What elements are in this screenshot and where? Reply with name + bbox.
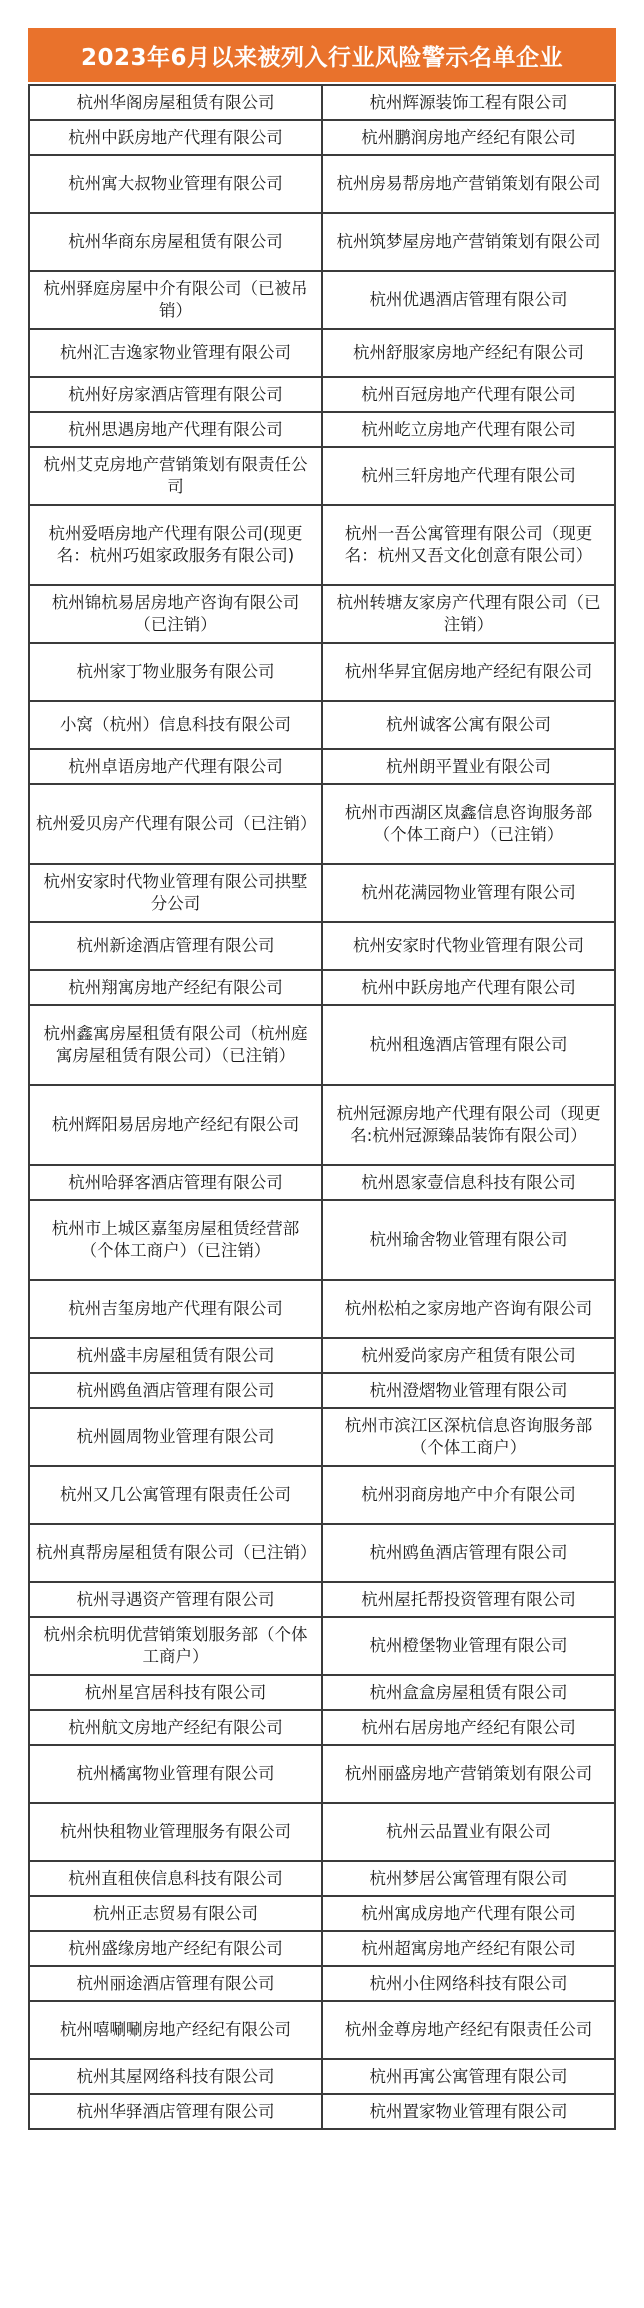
- company-cell-right: 杭州中跃房地产代理有限公司: [323, 971, 616, 1006]
- company-cell-left: 杭州华阁房屋租赁有限公司: [30, 86, 323, 121]
- company-cell-left: 杭州寓大叔物业管理有限公司: [30, 156, 323, 214]
- company-cell-right: 杭州辉源装饰工程有限公司: [323, 86, 616, 121]
- company-cell-left: 杭州新途酒店管理有限公司: [30, 923, 323, 971]
- table-row: [30, 923, 616, 971]
- table-row: [30, 506, 616, 586]
- company-cell-right: 杭州房易帮房地产营销策划有限公司: [323, 156, 616, 214]
- table-row: [30, 330, 616, 378]
- company-cell-left: 杭州航文房地产经纪有限公司: [30, 1711, 323, 1746]
- company-cell-right: 杭州金尊房地产经纪有限责任公司: [323, 2002, 616, 2060]
- table-row: [30, 214, 616, 272]
- table-row: [30, 1583, 616, 1618]
- company-cell-right: 杭州一吾公寓管理有限公司（现更名：杭州又吾文化创意有限公司）: [323, 506, 616, 586]
- company-cell-left: 杭州余杭明优营销策划服务部（个体工商户）: [30, 1618, 323, 1676]
- company-cell-left: 杭州思遇房地产代理有限公司: [30, 413, 323, 448]
- company-table: [28, 84, 616, 2130]
- company-cell-right: 杭州屋托帮投资管理有限公司: [323, 1583, 616, 1618]
- table-row: [30, 272, 616, 330]
- company-cell-left: 杭州盛缘房地产经纪有限公司: [30, 1932, 323, 1967]
- table-row: [30, 1525, 616, 1583]
- table-row: [30, 1467, 616, 1525]
- company-cell-right: 杭州安家时代物业管理有限公司: [323, 923, 616, 971]
- table-row: [30, 1201, 616, 1281]
- table-row: [30, 644, 616, 702]
- company-cell-left: 杭州锦杭易居房地产咨询有限公司（已注销）: [30, 586, 323, 644]
- table-row: [30, 1166, 616, 1201]
- company-cell-left: 杭州华商东房屋租赁有限公司: [30, 214, 323, 272]
- company-cell-right: 杭州租逸酒店管理有限公司: [323, 1006, 616, 1086]
- company-cell-left: 杭州橘寓物业管理有限公司: [30, 1746, 323, 1804]
- table-row: [30, 971, 616, 1006]
- company-cell-right: 杭州诚客公寓有限公司: [323, 702, 616, 750]
- company-cell-right: 杭州橙堡物业管理有限公司: [323, 1618, 616, 1676]
- company-cell-right: 杭州爱尚家房产租赁有限公司: [323, 1339, 616, 1374]
- company-cell-left: 杭州哈驿客酒店管理有限公司: [30, 1166, 323, 1201]
- company-cell-right: 杭州澄熠物业管理有限公司: [323, 1374, 616, 1409]
- company-cell-left: 杭州盛丰房屋租赁有限公司: [30, 1339, 323, 1374]
- table-row: [30, 1618, 616, 1676]
- company-table-body: [30, 86, 616, 2130]
- company-cell-left: 杭州真帮房屋租赁有限公司（已注销）: [30, 1525, 323, 1583]
- company-cell-left: 杭州其屋网络科技有限公司: [30, 2060, 323, 2095]
- company-cell-right: 杭州云品置业有限公司: [323, 1804, 616, 1862]
- company-cell-left: 杭州翔寓房地产经纪有限公司: [30, 971, 323, 1006]
- table-row: [30, 1711, 616, 1746]
- table-row: [30, 1967, 616, 2002]
- company-cell-right: 杭州再寓公寓管理有限公司: [323, 2060, 616, 2095]
- company-cell-left: 杭州艾克房地产营销策划有限责任公司: [30, 448, 323, 506]
- company-cell-right: 杭州寓成房地产代理有限公司: [323, 1897, 616, 1932]
- company-cell-right: 杭州屹立房地产代理有限公司: [323, 413, 616, 448]
- table-row: [30, 413, 616, 448]
- table-row: [30, 1804, 616, 1862]
- company-cell-left: 杭州鑫寓房屋租赁有限公司（杭州庭寓房屋租赁有限公司）（已注销）: [30, 1006, 323, 1086]
- company-cell-right: 杭州鹏润房地产经纪有限公司: [323, 121, 616, 156]
- company-cell-right: 杭州华昇宜倨房地产经纪有限公司: [323, 644, 616, 702]
- table-row: [30, 1409, 616, 1467]
- company-cell-right: 杭州朗平置业有限公司: [323, 750, 616, 785]
- company-cell-left: 杭州快租物业管理服务有限公司: [30, 1804, 323, 1862]
- company-cell-right: 杭州丽盛房地产营销策划有限公司: [323, 1746, 616, 1804]
- company-cell-left: 杭州中跃房地产代理有限公司: [30, 121, 323, 156]
- company-cell-right: 杭州市滨江区深杭信息咨询服务部（个体工商户）: [323, 1409, 616, 1467]
- company-cell-right: 杭州三轩房地产代理有限公司: [323, 448, 616, 506]
- table-row: [30, 1932, 616, 1967]
- table-row: [30, 785, 616, 865]
- table-row: [30, 2002, 616, 2060]
- company-cell-right: 杭州筑梦屋房地产营销策划有限公司: [323, 214, 616, 272]
- company-cell-right: 杭州恩家壹信息科技有限公司: [323, 1166, 616, 1201]
- company-cell-right: 杭州鸥鱼酒店管理有限公司: [323, 1525, 616, 1583]
- company-cell-left: 杭州爱唔房地产代理有限公司(现更名：杭州巧姐家政服务有限公司): [30, 506, 323, 586]
- company-cell-left: 杭州安家时代物业管理有限公司拱墅分公司: [30, 865, 323, 923]
- company-cell-left: 杭州驿庭房屋中介有限公司（已被吊销）: [30, 272, 323, 330]
- table-row: [30, 1281, 616, 1339]
- table-row: [30, 1897, 616, 1932]
- company-cell-left: 杭州直租侠信息科技有限公司: [30, 1862, 323, 1897]
- company-cell-left: 杭州正志贸易有限公司: [30, 1897, 323, 1932]
- table-row: [30, 1862, 616, 1897]
- table-row: [30, 1676, 616, 1711]
- company-cell-left: 杭州家丁物业服务有限公司: [30, 644, 323, 702]
- table-row: [30, 2095, 616, 2130]
- company-cell-left: 杭州华驿酒店管理有限公司: [30, 2095, 323, 2130]
- company-cell-left: 小窝（杭州）信息科技有限公司: [30, 702, 323, 750]
- company-cell-left: 杭州圆周物业管理有限公司: [30, 1409, 323, 1467]
- table-row: [30, 586, 616, 644]
- title-banner: [28, 28, 616, 82]
- company-cell-right: 杭州梦居公寓管理有限公司: [323, 1862, 616, 1897]
- company-cell-left: 杭州寻遇资产管理有限公司: [30, 1583, 323, 1618]
- company-cell-right: 杭州百冠房地产代理有限公司: [323, 378, 616, 413]
- table-row: [30, 1374, 616, 1409]
- company-cell-left: 杭州鸥鱼酒店管理有限公司: [30, 1374, 323, 1409]
- table-row: [30, 121, 616, 156]
- company-cell-right: 杭州花满园物业管理有限公司: [323, 865, 616, 923]
- company-cell-right: 杭州松柏之家房地产咨询有限公司: [323, 1281, 616, 1339]
- company-cell-left: 杭州卓语房地产代理有限公司: [30, 750, 323, 785]
- company-cell-right: 杭州羽商房地产中介有限公司: [323, 1467, 616, 1525]
- company-cell-right: 杭州小住网络科技有限公司: [323, 1967, 616, 2002]
- company-cell-left: 杭州辉阳易居房地产经纪有限公司: [30, 1086, 323, 1166]
- company-cell-left: 杭州又几公寓管理有限责任公司: [30, 1467, 323, 1525]
- table-row: [30, 702, 616, 750]
- table-row: [30, 750, 616, 785]
- table-row: [30, 1086, 616, 1166]
- company-cell-left: 杭州星宫居科技有限公司: [30, 1676, 323, 1711]
- company-cell-right: 杭州瑜舍物业管理有限公司: [323, 1201, 616, 1281]
- table-row: [30, 86, 616, 121]
- table-row: [30, 1006, 616, 1086]
- company-cell-right: 杭州舒服家房地产经纪有限公司: [323, 330, 616, 378]
- company-cell-left: 杭州吉玺房地产代理有限公司: [30, 1281, 323, 1339]
- company-cell-right: 杭州市西湖区岚鑫信息咨询服务部（个体工商户）（已注销）: [323, 785, 616, 865]
- company-cell-right: 杭州置家物业管理有限公司: [323, 2095, 616, 2130]
- page-title: 2023年6月以来被列入行业风险警示名单企业: [80, 44, 564, 71]
- company-cell-left: 杭州汇吉逸家物业管理有限公司: [30, 330, 323, 378]
- company-cell-right: 杭州优遇酒店管理有限公司: [323, 272, 616, 330]
- company-cell-right: 杭州右居房地产经纪有限公司: [323, 1711, 616, 1746]
- table-row: [30, 448, 616, 506]
- company-cell-right: 杭州转塘友家房产代理有限公司（已注销）: [323, 586, 616, 644]
- company-cell-left: 杭州爱贝房产代理有限公司（已注销）: [30, 785, 323, 865]
- table-row: [30, 1339, 616, 1374]
- company-cell-left: 杭州丽途酒店管理有限公司: [30, 1967, 323, 2002]
- table-row: [30, 378, 616, 413]
- company-cell-left: 杭州市上城区嘉玺房屋租赁经营部（个体工商户）（已注销）: [30, 1201, 323, 1281]
- company-cell-left: 杭州嘻唰唰房地产经纪有限公司: [30, 2002, 323, 2060]
- company-cell-right: 杭州冠源房地产代理有限公司（现更名:杭州冠源臻品装饰有限公司）: [323, 1086, 616, 1166]
- table-row: [30, 865, 616, 923]
- company-cell-right: 杭州盒盒房屋租赁有限公司: [323, 1676, 616, 1711]
- table-row: [30, 1746, 616, 1804]
- table-row: [30, 156, 616, 214]
- company-cell-right: 杭州超寓房地产经纪有限公司: [323, 1932, 616, 1967]
- company-cell-left: 杭州好房家酒店管理有限公司: [30, 378, 323, 413]
- table-row: [30, 2060, 616, 2095]
